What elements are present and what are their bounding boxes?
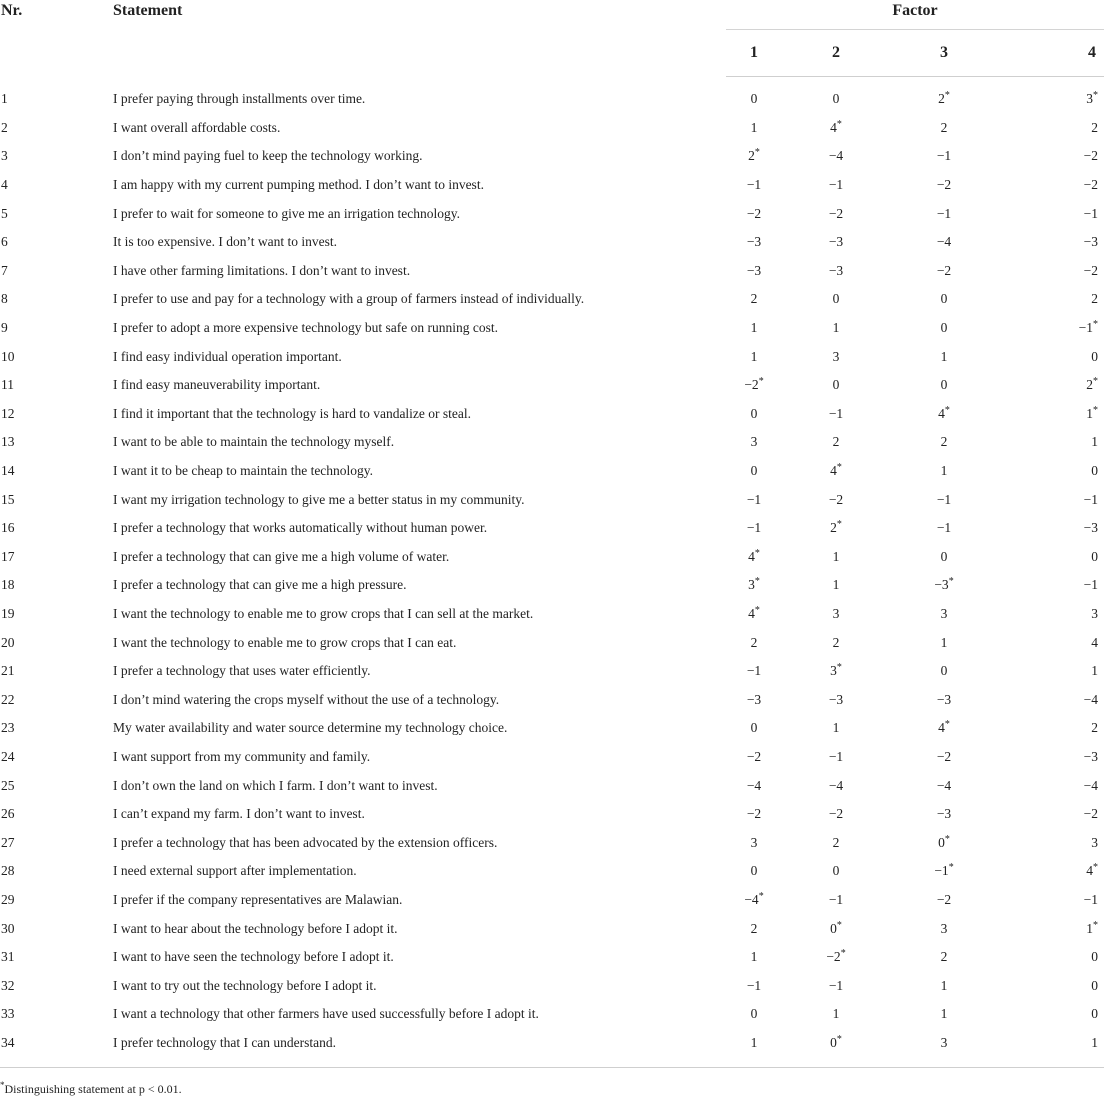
factor-4-score: 2* xyxy=(1086,376,1098,393)
row-statement: I prefer to wait for someone to give me an irrigation technology. xyxy=(113,205,461,221)
factor-1-score: −3 xyxy=(746,262,762,278)
row-number: 1 xyxy=(1,91,8,107)
factor-4-score: 0 xyxy=(1091,949,1098,965)
distinguishing-marker: * xyxy=(758,376,764,388)
row-statement: I want to try out the technology before I adopt it. xyxy=(113,977,377,993)
row-number: 4 xyxy=(1,177,8,193)
factor-4-score: −4 xyxy=(1083,691,1098,707)
factor-4-score: −3 xyxy=(1083,234,1098,250)
distinguishing-marker: * xyxy=(1093,404,1098,416)
factor-2-score: 0 xyxy=(832,291,840,307)
row-statement: I have other farming limitations. I don’t want to invest. xyxy=(113,262,411,278)
row-statement: I prefer a technology that uses water efficiently. xyxy=(113,663,371,679)
factor-2-score: 4* xyxy=(830,118,842,135)
row-statement: I want support from my community and family. xyxy=(113,748,371,764)
factor-2-score: 1 xyxy=(832,320,840,336)
distinguishing-marker: * xyxy=(754,604,760,616)
row-statement: I don’t own the land on which I farm. I don’t want to invest. xyxy=(113,777,438,793)
distinguishing-marker: * xyxy=(754,576,760,588)
table-row xyxy=(0,314,1104,343)
distinguishing-marker: * xyxy=(1093,376,1098,388)
table-row xyxy=(0,514,1104,543)
row-statement: I find easy individual operation important. xyxy=(113,348,342,364)
factor-3-score: −4 xyxy=(936,234,952,250)
distinguishing-marker: * xyxy=(944,833,950,845)
row-number: 29 xyxy=(1,891,15,907)
factor-1-score: 1 xyxy=(750,348,758,364)
factor-4-score: 1* xyxy=(1086,404,1098,421)
factor-column-4: 4 xyxy=(998,30,1104,77)
row-statement: I want to be able to maintain the technology myself. xyxy=(113,434,395,450)
factor-3-score: −1 xyxy=(936,491,952,507)
row-statement: It is too expensive. I don’t want to invest. xyxy=(113,234,337,250)
factor-1-score: 2 xyxy=(750,634,758,650)
distinguishing-marker: * xyxy=(836,662,842,674)
table-footnote xyxy=(0,1080,182,1097)
factor-2-score: 1 xyxy=(832,577,840,593)
factor-3-score: 0 xyxy=(940,377,948,393)
table-row xyxy=(0,77,1104,114)
factor-4-score: 1 xyxy=(1091,1034,1098,1050)
factor-3-score: 2 xyxy=(940,434,948,450)
factor-1-score: −1 xyxy=(746,520,762,536)
factor-2-score: 0 xyxy=(832,863,840,879)
factor-1-score: 0 xyxy=(750,91,758,107)
factor-4-score: 1 xyxy=(1091,434,1098,450)
row-number: 30 xyxy=(1,920,15,936)
factor-3-score: −3 xyxy=(936,691,952,707)
row-statement: I need external support after implementation. xyxy=(113,863,357,879)
factor-3-score: −1 xyxy=(936,205,952,221)
factor-4-score: 3* xyxy=(1086,90,1098,107)
factor-2-score: 3 xyxy=(832,348,840,364)
table-row xyxy=(0,371,1104,400)
factor-4-score: 0 xyxy=(1091,463,1098,479)
row-statement: I want overall affordable costs. xyxy=(113,119,281,135)
factor-1-score: −2 xyxy=(746,748,762,764)
factor-column-2: 2 xyxy=(782,30,890,77)
factor-2-score: 2* xyxy=(830,519,842,536)
factor-3-score: 3 xyxy=(940,1034,948,1050)
factor-4-score: −3 xyxy=(1083,520,1098,536)
distinguishing-marker: * xyxy=(836,1033,842,1045)
table-row xyxy=(0,657,1104,686)
factor-4-score: 4* xyxy=(1086,862,1098,879)
factor-1-score: −4 xyxy=(746,777,762,793)
factor-2-score: −2 xyxy=(828,205,844,221)
row-number: 9 xyxy=(1,320,8,336)
column-header-statement: Statement xyxy=(113,2,183,19)
distinguishing-marker: * xyxy=(944,719,950,731)
factor-label: Factor xyxy=(892,2,938,19)
row-number: 20 xyxy=(1,634,15,650)
factor-4-score: −2 xyxy=(1083,177,1098,193)
row-number: 18 xyxy=(1,577,15,593)
distinguishing-marker: * xyxy=(754,547,760,559)
factor-1-score: 2 xyxy=(750,920,758,936)
factor-2-score: −3 xyxy=(828,262,844,278)
row-number: 28 xyxy=(1,863,15,879)
factor-2-score: 0* xyxy=(830,919,842,936)
table-row xyxy=(0,600,1104,629)
factor-3-score: 1 xyxy=(940,1006,948,1022)
factor-3-score: 1 xyxy=(940,348,948,364)
factor-2-score: 2 xyxy=(832,834,840,850)
factor-4-score: 3 xyxy=(1091,834,1098,850)
factor-4-score: −2 xyxy=(1083,262,1098,278)
factor-3-score: −4 xyxy=(936,777,952,793)
factor-2-score: −1 xyxy=(828,891,844,907)
factor-4-score: 0 xyxy=(1091,348,1098,364)
row-statement: I prefer paying through installments over time. xyxy=(113,91,366,107)
row-statement: I am happy with my current pumping method. I don’t want to invest. xyxy=(113,177,484,193)
table-row xyxy=(0,571,1104,600)
row-number: 14 xyxy=(1,463,15,479)
distinguishing-marker: * xyxy=(836,462,842,474)
factor-3-score: 3 xyxy=(940,605,948,621)
row-number: 5 xyxy=(1,205,8,221)
factor-1-score: 0 xyxy=(750,405,758,421)
table-row xyxy=(0,685,1104,714)
row-number: 31 xyxy=(1,949,15,965)
row-statement: I want the technology to enable me to grow crops that I can sell at the market. xyxy=(113,605,534,621)
table-bottom-rule xyxy=(0,1057,1104,1068)
row-statement: I prefer a technology that has been advocated by the extension officers. xyxy=(113,834,498,850)
row-statement: I don’t mind paying fuel to keep the technology working. xyxy=(113,148,423,164)
table-row xyxy=(0,1029,1104,1058)
table-row xyxy=(0,199,1104,228)
factor-2-score: 3 xyxy=(832,605,840,621)
factor-1-score: 1 xyxy=(750,119,758,135)
factor-3-score: 0* xyxy=(938,833,950,850)
factor-3-score: −2 xyxy=(936,177,952,193)
factor-1-score: 3* xyxy=(748,576,760,593)
distinguishing-marker: * xyxy=(1093,919,1098,931)
factor-4-score: 2 xyxy=(1091,119,1098,135)
factor-3-score: 1 xyxy=(940,463,948,479)
factor-3-score: −1* xyxy=(934,862,954,879)
factor-1-score: −3 xyxy=(746,691,762,707)
factor-3-score: 2 xyxy=(940,119,948,135)
footnote-text: Distinguishing statement at p < 0.01. xyxy=(4,1082,182,1096)
table-header xyxy=(0,0,1104,77)
table-row xyxy=(0,1000,1104,1029)
row-number: 8 xyxy=(1,291,8,307)
row-statement: My water availability and water source determine my technology choice. xyxy=(113,720,508,736)
column-header-nr: Nr. xyxy=(1,2,23,19)
factor-1-score: −3 xyxy=(746,234,762,250)
distinguishing-marker: * xyxy=(754,147,760,159)
factor-3-score: 4* xyxy=(938,719,950,736)
row-number: 19 xyxy=(1,605,15,621)
table-row xyxy=(0,114,1104,143)
factor-2-score: −1 xyxy=(828,405,844,421)
factor-3-score: 0 xyxy=(940,663,948,679)
table-row xyxy=(0,428,1104,457)
factor-2-score: 3* xyxy=(830,662,842,679)
factor-2-score: −3 xyxy=(828,234,844,250)
factor-1-score: −1 xyxy=(746,491,762,507)
factor-3-score: 0 xyxy=(940,291,948,307)
factor-2-score: −3 xyxy=(828,691,844,707)
factor-4-score: 1* xyxy=(1086,919,1098,936)
factor-2-score: −4 xyxy=(828,777,844,793)
table-row xyxy=(0,743,1104,772)
factor-1-score: 1 xyxy=(750,320,758,336)
row-statement: I want to have seen the technology before I adopt it. xyxy=(113,949,394,965)
row-number: 17 xyxy=(1,548,15,564)
factor-1-score: 3 xyxy=(750,434,758,450)
row-statement: I can’t expand my farm. I don’t want to invest. xyxy=(113,806,365,822)
table-row xyxy=(0,771,1104,800)
row-statement: I prefer to adopt a more expensive technology but safe on running cost. xyxy=(113,320,499,336)
factor-4-score: −2 xyxy=(1083,148,1098,164)
factor-2-score: 1 xyxy=(832,548,840,564)
column-header-factor xyxy=(726,0,1104,30)
factor-4-score: −4 xyxy=(1083,777,1098,793)
factor-2-score: 2 xyxy=(832,634,840,650)
factor-column-3: 3 xyxy=(890,30,998,77)
factor-3-score: 3 xyxy=(940,920,948,936)
factor-1-score: −4* xyxy=(744,890,764,907)
factor-1-score: −2* xyxy=(744,376,764,393)
factor-divider xyxy=(726,29,1104,30)
table-row xyxy=(0,886,1104,915)
factor-2-score: 0 xyxy=(832,91,840,107)
distinguishing-marker: * xyxy=(948,576,954,588)
row-statement: I prefer to use and pay for a technology with a group of farmers instead of individually. xyxy=(113,291,585,307)
table-row xyxy=(0,914,1104,943)
factor-3-score: 2 xyxy=(940,949,948,965)
factor-3-score: 0 xyxy=(940,320,948,336)
factor-3-score: 1 xyxy=(940,977,948,993)
factor-1-score: 1 xyxy=(750,949,758,965)
row-number: 24 xyxy=(1,748,15,764)
factor-1-score: 2 xyxy=(750,291,758,307)
row-number: 15 xyxy=(1,491,15,507)
factor-1-score: 0 xyxy=(750,863,758,879)
row-number: 22 xyxy=(1,691,15,707)
table-row xyxy=(0,714,1104,743)
distinguishing-marker: * xyxy=(836,519,842,531)
factor-2-score: 0 xyxy=(832,377,840,393)
factor-4-score: −1 xyxy=(1083,891,1098,907)
factor-2-score: −2 xyxy=(828,491,844,507)
table-row xyxy=(0,857,1104,886)
factor-4-score: −1 xyxy=(1083,577,1098,593)
distinguishing-marker: * xyxy=(1093,862,1098,874)
factor-4-score: −2 xyxy=(1083,806,1098,822)
factor-2-score: −1 xyxy=(828,977,844,993)
distinguishing-marker: * xyxy=(836,118,842,130)
factor-3-score: −2 xyxy=(936,891,952,907)
factor-1-score: −2 xyxy=(746,806,762,822)
factor-4-score: 0 xyxy=(1091,1006,1098,1022)
distinguishing-marker: * xyxy=(758,890,764,902)
row-statement: I prefer technology that I can understand. xyxy=(113,1034,337,1050)
distinguishing-marker: * xyxy=(840,948,846,960)
factor-2-score: −2* xyxy=(826,948,846,965)
row-statement: I prefer a technology that works automatically without human power. xyxy=(113,520,488,536)
table-row xyxy=(0,257,1104,286)
row-number: 7 xyxy=(1,262,8,278)
factor-4-score: 1 xyxy=(1091,663,1098,679)
factor-3-score: −3* xyxy=(934,576,954,593)
row-number: 12 xyxy=(1,405,15,421)
footnote-marker: * xyxy=(0,1080,5,1090)
distinguishing-marker: * xyxy=(948,862,954,874)
distinguishing-marker: * xyxy=(836,919,842,931)
factor-3-score: 1 xyxy=(940,634,948,650)
row-number: 23 xyxy=(1,720,15,736)
factor-1-score: 0 xyxy=(750,720,758,736)
factor-1-score: 3 xyxy=(750,834,758,850)
factor-4-score: −3 xyxy=(1083,748,1098,764)
table-row xyxy=(0,828,1104,857)
factor-2-score: −1 xyxy=(828,177,844,193)
row-number: 10 xyxy=(1,348,15,364)
factor-2-score: 2 xyxy=(832,434,840,450)
factor-3-score: 0 xyxy=(940,548,948,564)
table-row xyxy=(0,228,1104,257)
table-row xyxy=(0,628,1104,657)
factor-2-score: 0* xyxy=(830,1033,842,1050)
distinguishing-marker: * xyxy=(944,404,950,416)
row-statement: I want it to be cheap to maintain the technology. xyxy=(113,463,374,479)
row-number: 13 xyxy=(1,434,15,450)
row-number: 21 xyxy=(1,663,15,679)
factor-4-score: 2 xyxy=(1091,720,1098,736)
row-statement: I find it important that the technology is hard to vandalize or steal. xyxy=(113,405,472,421)
table-row xyxy=(0,543,1104,572)
row-statement: I want my irrigation technology to give me a better status in my community. xyxy=(113,491,525,507)
factor-2-score: 1 xyxy=(832,720,840,736)
table-row xyxy=(0,285,1104,314)
factor-1-score: 0 xyxy=(750,463,758,479)
table-row xyxy=(0,971,1104,1000)
factor-1-score: 1 xyxy=(750,1034,758,1050)
distinguishing-marker: * xyxy=(1093,319,1098,331)
table-row xyxy=(0,342,1104,371)
table-row xyxy=(0,800,1104,829)
table-row xyxy=(0,171,1104,200)
row-statement: I don’t mind watering the crops myself without the use of a technology. xyxy=(113,691,500,707)
factor-4-score: −1 xyxy=(1083,205,1098,221)
factor-3-score: 2* xyxy=(938,90,950,107)
factor-3-score: −2 xyxy=(936,748,952,764)
table-row xyxy=(0,485,1104,514)
factor-2-score: 1 xyxy=(832,1006,840,1022)
factor-2-score: −1 xyxy=(828,748,844,764)
table-row xyxy=(0,457,1104,486)
row-statement: I prefer a technology that can give me a high pressure. xyxy=(113,577,407,593)
factor-3-score: −3 xyxy=(936,806,952,822)
row-statement: I want a technology that other farmers have used successfully before I adopt it. xyxy=(113,1006,539,1022)
factor-1-score: 4* xyxy=(748,547,760,564)
factor-4-score: 0 xyxy=(1091,548,1098,564)
factor-column-1: 1 xyxy=(726,30,782,77)
row-statement: I want the technology to enable me to grow crops that I can eat. xyxy=(113,634,457,650)
row-statement: I want to hear about the technology before I adopt it. xyxy=(113,920,398,936)
table-row xyxy=(0,400,1104,429)
table-row xyxy=(0,943,1104,972)
row-number: 25 xyxy=(1,777,15,793)
table-body xyxy=(0,77,1104,1058)
factor-1-score: −2 xyxy=(746,205,762,221)
table-row xyxy=(0,142,1104,171)
factor-2-score: −2 xyxy=(828,806,844,822)
factor-1-score: −1 xyxy=(746,977,762,993)
factor-3-score: −2 xyxy=(936,262,952,278)
factor-2-score: 4* xyxy=(830,462,842,479)
factor-1-score: 0 xyxy=(750,1006,758,1022)
factor-2-score: −4 xyxy=(828,148,844,164)
factor-3-score: −1 xyxy=(936,520,952,536)
row-statement: I find easy maneuverability important. xyxy=(113,377,321,393)
factor-1-score: 2* xyxy=(748,147,760,164)
distinguishing-marker: * xyxy=(1093,90,1098,102)
row-number: 6 xyxy=(1,234,8,250)
row-number: 27 xyxy=(1,834,15,850)
distinguishing-marker: * xyxy=(944,90,950,102)
row-number: 11 xyxy=(1,377,14,393)
row-number: 32 xyxy=(1,977,15,993)
row-number: 33 xyxy=(1,1006,15,1022)
factor-4-score: −1 xyxy=(1083,491,1098,507)
factor-4-score: 2 xyxy=(1091,291,1098,307)
factor-4-score: 0 xyxy=(1091,977,1098,993)
row-number: 3 xyxy=(1,148,8,164)
factor-3-score: 4* xyxy=(938,404,950,421)
factor-4-score: 4 xyxy=(1091,634,1098,650)
factor-4-score: 3 xyxy=(1091,605,1098,621)
factor-3-score: −1 xyxy=(936,148,952,164)
factor-1-score: −1 xyxy=(746,177,762,193)
row-number: 26 xyxy=(1,806,15,822)
factor-1-score: −1 xyxy=(746,663,762,679)
row-number: 2 xyxy=(1,119,8,135)
row-statement: I prefer if the company representatives are Malawian. xyxy=(113,891,403,907)
row-number: 34 xyxy=(1,1034,15,1050)
row-number: 16 xyxy=(1,520,15,536)
row-statement: I prefer a technology that can give me a high volume of water. xyxy=(113,548,450,564)
factor-1-score: 4* xyxy=(748,604,760,621)
factor-4-score: −1* xyxy=(1078,319,1098,336)
